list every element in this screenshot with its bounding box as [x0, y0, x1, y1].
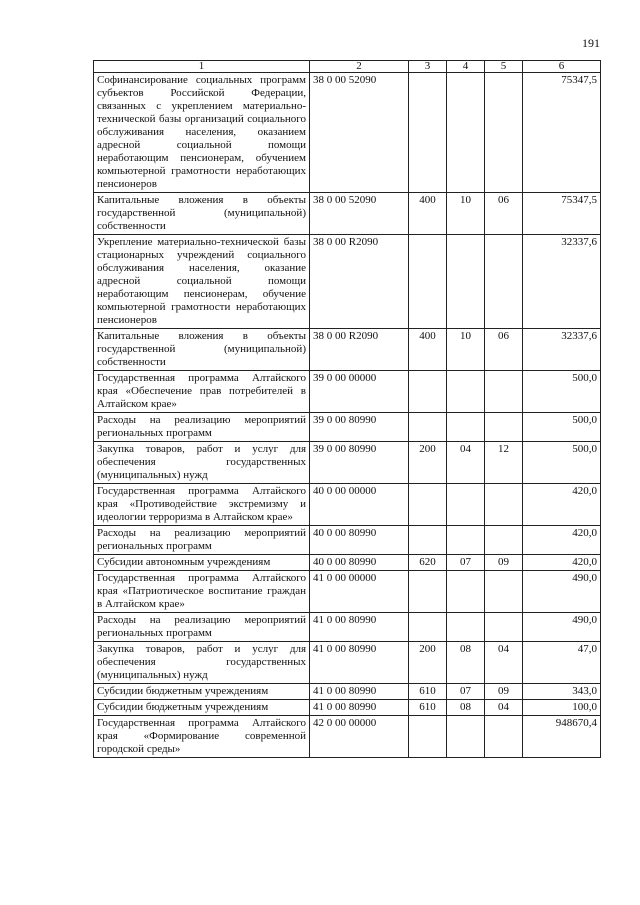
row-sum-cell: 500,0: [523, 371, 601, 413]
row-col4-cell: 07: [447, 555, 485, 571]
row-col3-cell: [409, 371, 447, 413]
row-sum-cell: 490,0: [523, 613, 601, 642]
row-code-cell: 40 0 00 80990: [310, 526, 409, 555]
table-row: [94, 193, 601, 235]
row-col4-cell: [447, 73, 485, 193]
table-row: [94, 73, 601, 193]
row-col3-cell: [409, 613, 447, 642]
row-col5-cell: 06: [485, 193, 523, 235]
row-col5-cell: [485, 73, 523, 193]
row-sum-cell: 948670,4: [523, 716, 601, 758]
row-sum-cell: 420,0: [523, 555, 601, 571]
row-col4-cell: [447, 413, 485, 442]
row-sum-cell: 500,0: [523, 442, 601, 484]
row-col3-cell: 200: [409, 442, 447, 484]
row-sum-cell: 500,0: [523, 413, 601, 442]
row-col4-cell: [447, 484, 485, 526]
row-col4-cell: 07: [447, 684, 485, 700]
row-col3-cell: 400: [409, 193, 447, 235]
row-col3-cell: [409, 413, 447, 442]
row-sum-cell: 343,0: [523, 684, 601, 700]
row-sum-cell: 32337,6: [523, 235, 601, 329]
row-col5-cell: [485, 571, 523, 613]
row-col3-cell: 400: [409, 329, 447, 371]
row-col4-cell: [447, 571, 485, 613]
row-col3-cell: [409, 235, 447, 329]
row-col5-cell: [485, 613, 523, 642]
row-name-cell: Расходы на реализацию мероприятий региональных программ: [94, 413, 310, 442]
row-sum-cell: 420,0: [523, 526, 601, 555]
row-code-cell: 41 0 00 80990: [310, 613, 409, 642]
row-code-cell: 41 0 00 00000: [310, 571, 409, 613]
table-row: [94, 526, 601, 555]
table-row: [94, 716, 601, 758]
row-sum-cell: 100,0: [523, 700, 601, 716]
row-sum-cell: 420,0: [523, 484, 601, 526]
row-col4-cell: [447, 235, 485, 329]
row-code-cell: 41 0 00 80990: [310, 700, 409, 716]
table-row: [94, 442, 601, 484]
row-sum-cell: 32337,6: [523, 329, 601, 371]
row-name-cell: Расходы на реализацию мероприятий региональных программ: [94, 613, 310, 642]
row-col4-cell: 10: [447, 329, 485, 371]
table-row: [94, 684, 601, 700]
row-name-cell: Субсидии бюджетным учреждениям: [94, 684, 310, 700]
row-col5-cell: 12: [485, 442, 523, 484]
column-header: 3: [409, 61, 447, 73]
row-col4-cell: 08: [447, 642, 485, 684]
row-col4-cell: [447, 716, 485, 758]
row-code-cell: 39 0 00 80990: [310, 413, 409, 442]
row-name-cell: Укрепление материально-технической базы стационарных учреждений социального обслуживания населения, оказание адресной социальной помощи неработающим пенсионерам, обучение компьютерной грамотности неработающих пенсионеров: [94, 235, 310, 329]
row-name-cell: Субсидии автономным учреждениям: [94, 555, 310, 571]
row-col5-cell: [485, 526, 523, 555]
row-sum-cell: 490,0: [523, 571, 601, 613]
row-name-cell: Государственная программа Алтайского края «Формирование современной городской среды»: [94, 716, 310, 758]
row-col5-cell: 09: [485, 684, 523, 700]
row-col5-cell: [485, 235, 523, 329]
table-row: [94, 613, 601, 642]
table-row: [94, 371, 601, 413]
row-name-cell: Субсидии бюджетным учреждениям: [94, 700, 310, 716]
row-col4-cell: 08: [447, 700, 485, 716]
row-col4-cell: [447, 613, 485, 642]
column-header: 6: [523, 61, 601, 73]
row-code-cell: 40 0 00 80990: [310, 555, 409, 571]
row-name-cell: Софинансирование социальных программ субъектов Российской Федерации, связанных с укреплением материально-технической базы организаций социального обслуживания населения, оказанием адресной социальной помощи неработающим пенсионерам, обучением компьютерной грамотности неработающих пенсионеров: [94, 73, 310, 193]
row-code-cell: 41 0 00 80990: [310, 642, 409, 684]
row-col5-cell: 04: [485, 642, 523, 684]
row-code-cell: 38 0 00 R2090: [310, 235, 409, 329]
column-header: 4: [447, 61, 485, 73]
row-name-cell: Закупка товаров, работ и услуг для обеспечения государственных (муниципальных) нужд: [94, 442, 310, 484]
table-row: [94, 700, 601, 716]
row-code-cell: 39 0 00 00000: [310, 371, 409, 413]
row-code-cell: 38 0 00 52090: [310, 73, 409, 193]
row-code-cell: 42 0 00 00000: [310, 716, 409, 758]
row-name-cell: Государственная программа Алтайского края «Противодействие экстремизму и идеологии терроризма в Алтайском крае»: [94, 484, 310, 526]
row-code-cell: 39 0 00 80990: [310, 442, 409, 484]
column-header: 2: [310, 61, 409, 73]
row-col3-cell: 200: [409, 642, 447, 684]
row-name-cell: Государственная программа Алтайского края «Обеспечение прав потребителей в Алтайском крае»: [94, 371, 310, 413]
row-code-cell: 38 0 00 R2090: [310, 329, 409, 371]
row-col5-cell: [485, 716, 523, 758]
column-header: 1: [94, 61, 310, 73]
row-col5-cell: 09: [485, 555, 523, 571]
table-row: [94, 484, 601, 526]
table-row: [94, 642, 601, 684]
row-name-cell: Государственная программа Алтайского края «Патриотическое воспитание граждан в Алтайском крае»: [94, 571, 310, 613]
row-col5-cell: 06: [485, 329, 523, 371]
budget-table: [93, 60, 601, 758]
row-col4-cell: 04: [447, 442, 485, 484]
row-code-cell: 41 0 00 80990: [310, 684, 409, 700]
row-col4-cell: [447, 526, 485, 555]
row-code-cell: 38 0 00 52090: [310, 193, 409, 235]
row-col5-cell: 04: [485, 700, 523, 716]
table-row: [94, 413, 601, 442]
row-sum-cell: 75347,5: [523, 73, 601, 193]
row-col5-cell: [485, 413, 523, 442]
row-col4-cell: [447, 371, 485, 413]
row-sum-cell: 75347,5: [523, 193, 601, 235]
row-name-cell: Капитальные вложения в объекты государственной (муниципальной) собственности: [94, 193, 310, 235]
row-code-cell: 40 0 00 00000: [310, 484, 409, 526]
table-header-row: [94, 61, 601, 73]
row-col3-cell: 620: [409, 555, 447, 571]
table-row: [94, 571, 601, 613]
row-sum-cell: 47,0: [523, 642, 601, 684]
table-row: [94, 235, 601, 329]
row-name-cell: Расходы на реализацию мероприятий региональных программ: [94, 526, 310, 555]
table-row: [94, 555, 601, 571]
column-header: 5: [485, 61, 523, 73]
row-col3-cell: [409, 571, 447, 613]
row-col5-cell: [485, 484, 523, 526]
row-col3-cell: [409, 716, 447, 758]
table-body: [94, 73, 601, 758]
row-col3-cell: [409, 526, 447, 555]
page-number: 191: [582, 36, 600, 50]
row-col3-cell: [409, 73, 447, 193]
row-col5-cell: [485, 371, 523, 413]
row-name-cell: Закупка товаров, работ и услуг для обеспечения государственных (муниципальных) нужд: [94, 642, 310, 684]
row-col3-cell: 610: [409, 700, 447, 716]
row-col3-cell: 610: [409, 684, 447, 700]
row-col3-cell: [409, 484, 447, 526]
row-name-cell: Капитальные вложения в объекты государственной (муниципальной) собственности: [94, 329, 310, 371]
row-col4-cell: 10: [447, 193, 485, 235]
table-row: [94, 329, 601, 371]
